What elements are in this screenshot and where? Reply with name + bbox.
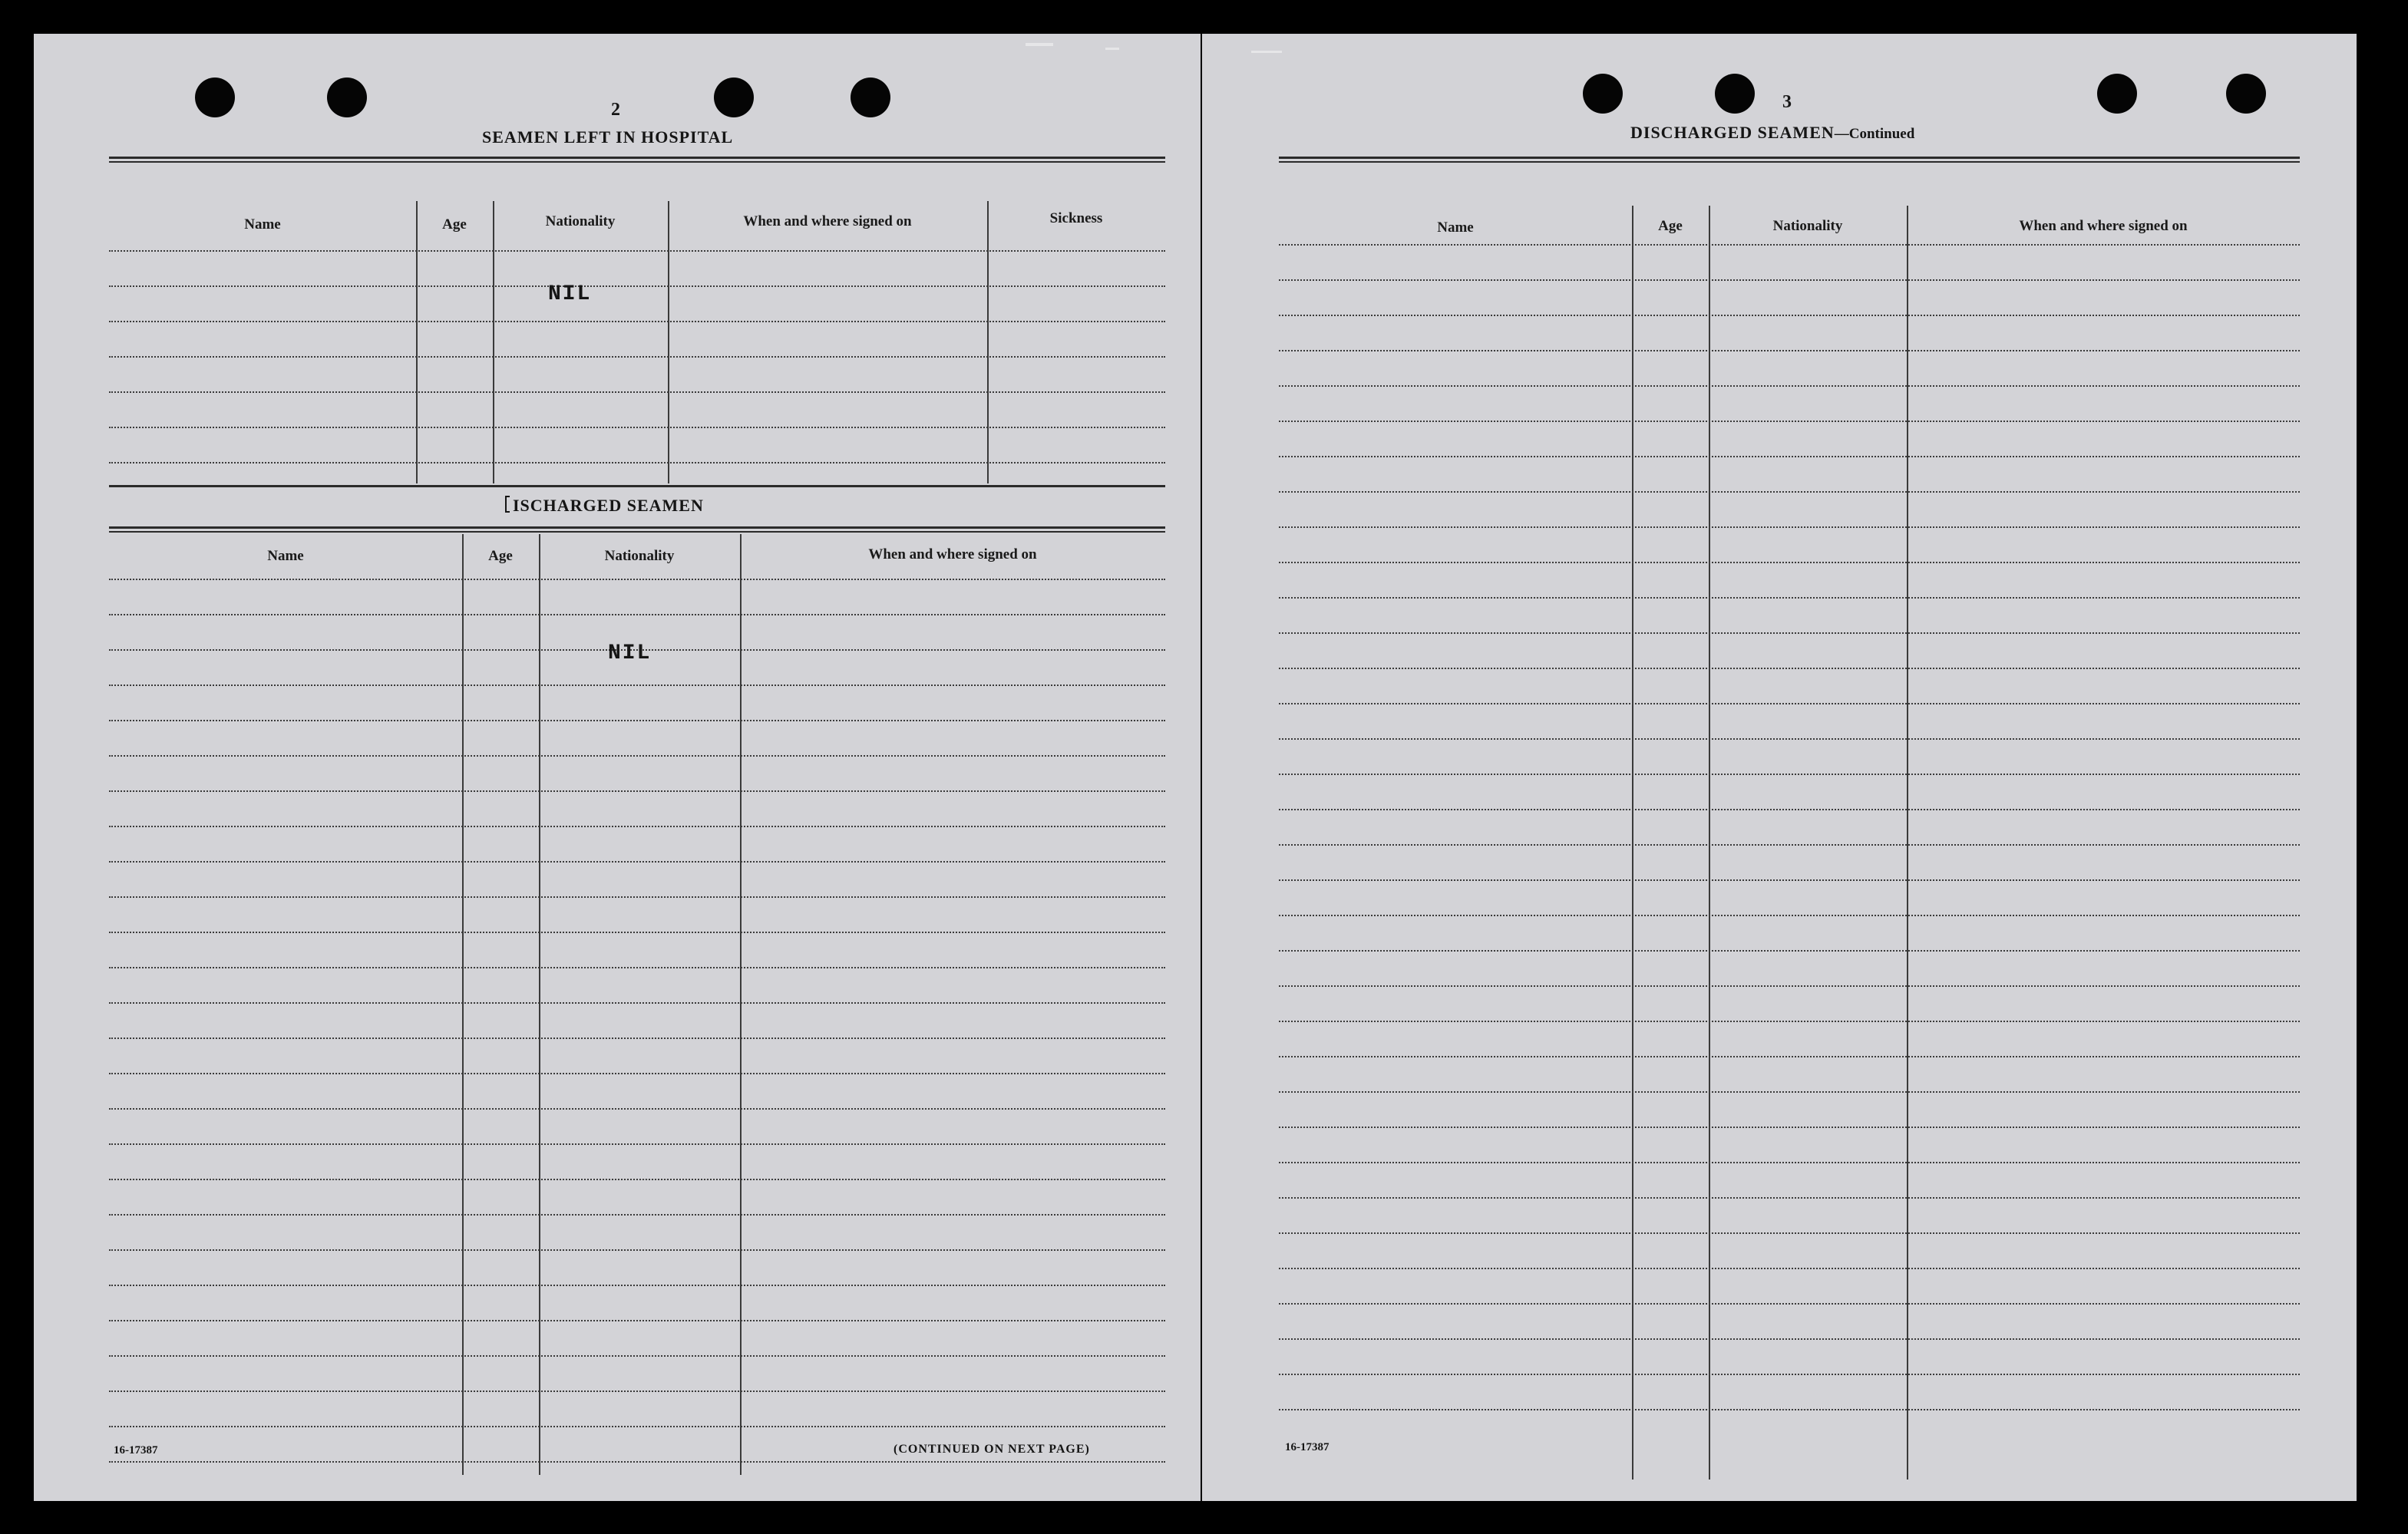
hospital-entry-nil: NIL	[548, 282, 592, 306]
row-line	[109, 1108, 1165, 1110]
row-line	[109, 1073, 1165, 1074]
discharged-title-text: ISCHARGED SEAMEN	[513, 496, 704, 515]
row-line	[1279, 526, 2300, 528]
row-line	[109, 579, 1165, 580]
continued-section-title	[1630, 123, 1914, 143]
column-divider	[493, 201, 494, 483]
column-header-name: Name	[244, 216, 281, 233]
row-line	[1279, 1197, 2300, 1199]
punch-hole	[2097, 74, 2137, 114]
row-line	[1279, 1268, 2300, 1269]
column-divider	[539, 534, 540, 1475]
top-rule	[1279, 157, 2300, 159]
column-header-sickness: Sickness	[1049, 210, 1103, 226]
section-rule	[109, 485, 1165, 487]
section-rule	[109, 526, 1165, 529]
column-divider	[462, 534, 464, 1475]
column-divider	[416, 201, 418, 483]
row-line	[1279, 279, 2300, 281]
column-divider	[1709, 206, 1710, 1480]
column-header-age: Age	[488, 548, 513, 564]
row-line	[1279, 668, 2300, 669]
row-line	[1279, 1232, 2300, 1234]
row-line	[109, 755, 1165, 757]
punch-hole	[1715, 74, 1755, 114]
column-header-name: Name	[1437, 219, 1474, 236]
row-line	[1279, 1162, 2300, 1163]
row-line	[109, 1355, 1165, 1357]
row-line	[109, 790, 1165, 792]
row-line	[109, 356, 1165, 358]
punch-hole	[1583, 74, 1623, 114]
row-line	[1279, 315, 2300, 316]
row-line	[109, 967, 1165, 968]
scan-artifact	[1105, 48, 1119, 50]
row-line	[109, 321, 1165, 322]
hospital-table	[109, 163, 1165, 485]
row-line	[109, 1461, 1165, 1463]
row-line	[109, 826, 1165, 827]
row-line	[109, 1038, 1165, 1039]
row-line	[109, 285, 1165, 287]
column-header-signed-on: When and where signed on	[743, 213, 912, 229]
punch-hole	[195, 78, 235, 117]
row-line	[1279, 244, 2300, 246]
row-line	[109, 1002, 1165, 1004]
row-line	[1279, 1021, 2300, 1022]
row-line	[1279, 562, 2300, 563]
column-header-name: Name	[267, 548, 304, 564]
row-line	[109, 1320, 1165, 1321]
column-header-signed-on: When and where signed on	[868, 546, 1037, 562]
column-header-age: Age	[1658, 218, 1683, 234]
column-header-nationality: Nationality	[1772, 218, 1843, 234]
row-line	[1279, 1374, 2300, 1375]
discharged-entry-nil: NIL	[608, 642, 652, 665]
row-line	[1279, 809, 2300, 810]
row-line	[1279, 597, 2300, 599]
row-line	[1279, 1091, 2300, 1093]
row-line	[109, 250, 1165, 252]
discharged-table	[109, 533, 1165, 1453]
row-line	[1279, 1338, 2300, 1340]
row-line	[1279, 774, 2300, 775]
row-line	[1279, 738, 2300, 740]
row-line	[109, 1285, 1165, 1286]
scan-artifact	[1026, 43, 1053, 46]
discharged-section-title	[505, 496, 704, 516]
row-line	[1279, 950, 2300, 952]
column-divider	[668, 201, 669, 483]
row-line	[1279, 491, 2300, 493]
row-line	[109, 462, 1165, 463]
column-header-nationality: Nationality	[604, 548, 675, 564]
row-line	[109, 1390, 1165, 1392]
title-initial-mark	[505, 496, 510, 513]
row-line	[1279, 1127, 2300, 1128]
column-header-signed-on: When and where signed on	[2019, 218, 2188, 234]
form-number: 16-17387	[1285, 1441, 1330, 1453]
row-line	[1279, 915, 2300, 916]
row-line	[109, 861, 1165, 863]
row-line	[1279, 703, 2300, 704]
scan-artifact	[1251, 51, 1282, 53]
section-title-text: DISCHARGED SEAMEN	[1630, 123, 1835, 142]
row-line	[109, 391, 1165, 393]
page-number: 2	[611, 100, 620, 120]
punch-hole	[714, 78, 754, 117]
top-rule	[109, 157, 1165, 159]
row-line	[109, 932, 1165, 933]
row-line	[109, 1249, 1165, 1251]
row-line	[1279, 879, 2300, 881]
form-number: 16-17387	[114, 1444, 158, 1456]
continued-table	[1279, 163, 2300, 1460]
row-line	[1279, 385, 2300, 387]
section-title-suffix: —Continued	[1834, 126, 1915, 142]
page-left	[34, 34, 1201, 1501]
page-right	[1202, 34, 2357, 1501]
column-divider	[740, 534, 742, 1475]
row-line	[109, 1426, 1165, 1427]
row-line	[1279, 1409, 2300, 1410]
row-line	[1279, 421, 2300, 422]
punch-hole	[2226, 74, 2266, 114]
column-header-nationality: Nationality	[545, 213, 616, 229]
page-number: 3	[1782, 92, 1792, 112]
row-line	[1279, 844, 2300, 846]
row-line	[1279, 1056, 2300, 1057]
column-divider	[987, 201, 989, 483]
row-line	[1279, 985, 2300, 987]
row-line	[109, 427, 1165, 428]
row-line	[109, 1214, 1165, 1216]
row-line	[109, 1179, 1165, 1180]
column-header-age: Age	[442, 216, 467, 233]
row-line	[109, 720, 1165, 721]
row-line	[109, 685, 1165, 686]
hospital-section-title: SEAMEN LEFT IN HOSPITAL	[482, 127, 734, 147]
punch-hole	[327, 78, 367, 117]
row-line	[1279, 456, 2300, 457]
row-line	[1279, 1303, 2300, 1305]
column-divider	[1907, 206, 1908, 1480]
row-line	[109, 1143, 1165, 1145]
row-line	[1279, 632, 2300, 634]
row-line	[109, 896, 1165, 898]
punch-hole	[851, 78, 890, 117]
column-divider	[1632, 206, 1633, 1480]
row-line	[1279, 350, 2300, 351]
continued-note: (CONTINUED ON NEXT PAGE)	[894, 1443, 1090, 1456]
row-line	[109, 614, 1165, 615]
